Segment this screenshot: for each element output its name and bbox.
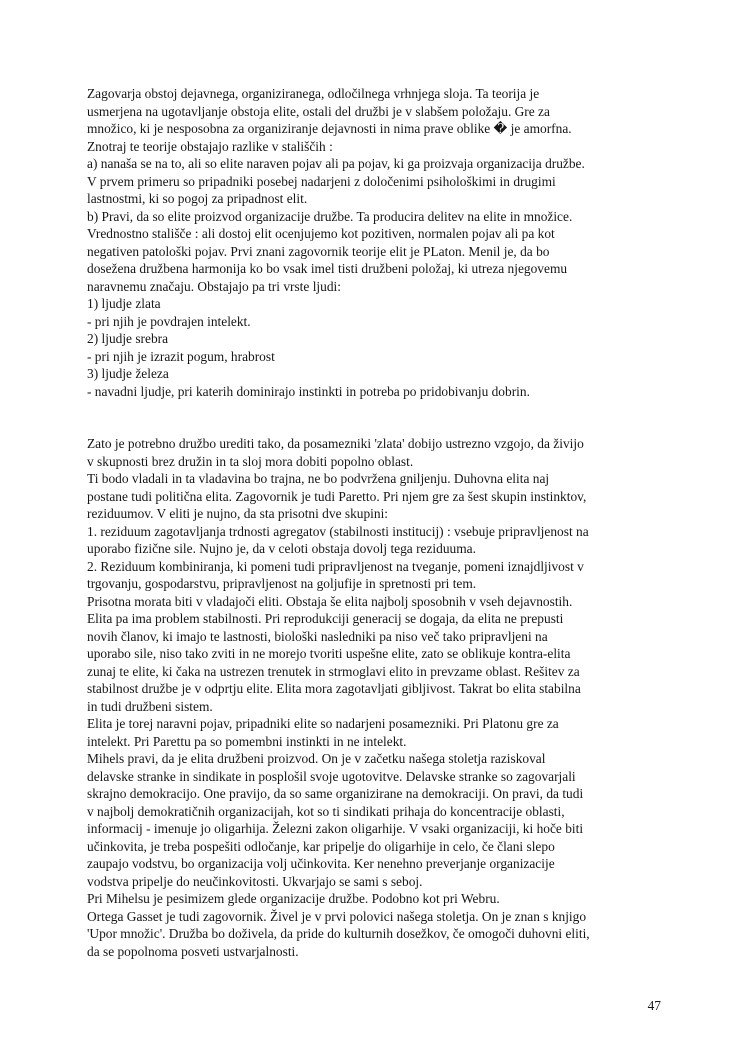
text-line: postane tudi politična elita. Zagovornik je tudi Paretto. Pri njem gre za šest skupin instinktov, xyxy=(87,488,587,504)
text-line xyxy=(87,400,687,418)
text-line: vodstva pripelje do neučinkovitosti. Ukvarjajo se sami s seboj. xyxy=(87,873,423,889)
text-line: uporabo fizične sile. Nujno je, da v celoti obstaja dovolj tega reziduuma. xyxy=(87,541,476,556)
text-line: množico, ki je nesposobna za organiziranje dejavnosti in nima prave oblike � je amorfna. xyxy=(87,121,572,136)
text-line: a) nanaša se na to, ali so elite naraven pojav ali pa pojav, ki ga proizvaja organizacija družbe. xyxy=(87,156,585,171)
text-line: usmerjena na ugotavljanje obstoja elite, ostali del družbi je v slabšem položaju. Gre za xyxy=(87,103,550,119)
text-line: v skupnosti brez družin in ta sloj mora dobiti popolno oblast. xyxy=(87,453,414,469)
text-line: v najbolj demokratičnih organizacijah, kot so ti sindikati prihaja do koncentracije oblasti, xyxy=(87,803,565,819)
text-line: b) Pravi, da so elite proizvod organizacije družbe. Ta producira delitev na elite in množice. xyxy=(87,208,573,224)
text-line: trgovanju, gospodarstvu, pripravljenost na goljufije in spretnosti pri tem. xyxy=(87,576,477,591)
text-line: V prvem primeru so pripadniki posebej nadarjeni z določenimi psihološkimi in drugimi xyxy=(87,173,556,189)
text-line: Znotraj te teorije obstajajo razlike v stališčih : xyxy=(87,138,333,154)
text-line: 1. reziduum zagotavljanja trdnosti agregatov (stabilnosti institucij) : vsebuje pripravljenost na xyxy=(87,523,589,539)
page-number: 47 xyxy=(647,998,661,1013)
text-line: informacij - imenuje jo oligarhija. Železni zakon oligarhije. V vsaki organizaciji, ki hoče biti xyxy=(87,821,584,836)
text-line: Elita je torej naravni pojav, pripadniki elite so nadarjeni posamezniki. Pri Platonu gre za xyxy=(87,716,559,731)
text-line: - navadni ljudje, pri katerih dominirajo instinkti in potreba po pridobivanju dobrin. xyxy=(87,383,530,399)
text-line: zaupajo vodstvu, bo organizacija volj učinkovita. Ker nenehno preverjanje organizacije xyxy=(87,856,555,871)
text-line: učinkovita, je treba pospešiti odločanje, kar pripelje do oligarhije in celo, če člani slepo xyxy=(87,838,555,854)
text-line: skrajno demokracijo. One pravijo, da so same organizirane na demokraciji. On pravi, da tudi xyxy=(87,786,584,801)
text-line xyxy=(87,418,687,436)
text-line: naravnemu značaju. Obstajajo pa tri vrste ljudi: xyxy=(87,278,341,294)
text-line: - pri njih je povdrajen intelekt. xyxy=(87,313,251,329)
text-line: Zato je potrebno družbo urediti tako, da posamezniki 'zlata' dobijo ustrezno vzgojo, da živijo xyxy=(87,436,584,451)
text-line: Mihels pravi, da je elita družbeni proizvod. On je v začetku našega stoletja raziskoval xyxy=(87,751,546,766)
text-line: Elita pa ima problem stabilnosti. Pri reprodukciji generacij se dogaja, da elita ne prepusti xyxy=(87,611,564,626)
text-line: reziduumov. V eliti je nujno, da sta prisotni dve skupini: xyxy=(87,506,389,521)
text-line: da se popolnoma posveti ustvarjalnosti. xyxy=(87,943,299,959)
text-line: lastnostmi, ki so pogoj za pripadnost elit. xyxy=(87,191,308,206)
text-line: 'Upor množic'. Družba bo doživela, da pride do kulturnih dosežkov, če omogoči duhovni eliti, xyxy=(87,926,590,941)
text-line: zunaj te elite, ki čaka na ustrezen trenutek in strmoglavi elito in prevzame oblast. Rešitev za xyxy=(87,663,580,679)
text-line: dosežena družbena harmonija ko bo vsak imel tisti družbeni položaj, ki utreza njegovemu xyxy=(87,261,568,276)
body-text xyxy=(87,85,687,960)
text-line: - pri njih je izrazit pogum, hrabrost xyxy=(87,348,275,364)
text-line: Pri Mihelsu je pesimizem glede organizacije družbe. Podobno kot pri Webru. xyxy=(87,891,500,906)
text-line: Prisotna morata biti v vladajoči eliti. Obstaja še elita najbolj sposobnih v vseh dejavnostih. xyxy=(87,593,573,609)
text-line: delavske stranke in sindikate in posplošil svoje ugotovitve. Delavske stranke so zagovarjali xyxy=(87,768,576,784)
text-line: Vrednostno stališče : ali dostoj elit ocenjujemo kot pozitiven, normalen pojav ali pa kot xyxy=(87,226,555,241)
text-line: 3) ljudje železa xyxy=(87,366,169,381)
text-line: negativen patološki pojav. Prvi znani zagovornik teorije elit je PLaton. Menil je, da bo xyxy=(87,243,550,259)
text-line: Ti bodo vladali in ta vladavina bo trajna, ne bo podvržena gniljenju. Duhovna elita naj xyxy=(87,471,550,486)
text-line: 1) ljudje zlata xyxy=(87,296,161,311)
text-line: 2) ljudje srebra xyxy=(87,331,169,346)
text-line: 2. Reziduum kombiniranja, ki pomeni tudi pripravljenost na tveganje, pomeni iznajdljivost v xyxy=(87,558,584,574)
text-line: stabilnost družbe je v odprtju elite. Elita mora zagotavljati gibljivost. Takrat bo elita stabilna xyxy=(87,681,581,696)
text-line: uporabo sile, niso tako zviti in ne morejo tvoriti uspešne elite, zato se oblikuje kontra-elita xyxy=(87,646,571,661)
text-line: intelekt. Pri Parettu pa so pomembni instinkti in ne intelekt. xyxy=(87,733,407,749)
text-line: in tudi družbeni sistem. xyxy=(87,698,213,714)
text-line: Ortega Gasset je tudi zagovornik. Živel je v prvi polovici našega stoletja. On je znan s knjigo xyxy=(87,908,587,924)
text-line: novih članov, ki imajo te lastnosti, biološki nasledniki pa niso več tako pripravljeni na xyxy=(87,628,548,644)
text-line: Zagovarja obstoj dejavnega, organiziranega, odločilnega vrhnjega sloja. Ta teorija je xyxy=(87,86,540,101)
